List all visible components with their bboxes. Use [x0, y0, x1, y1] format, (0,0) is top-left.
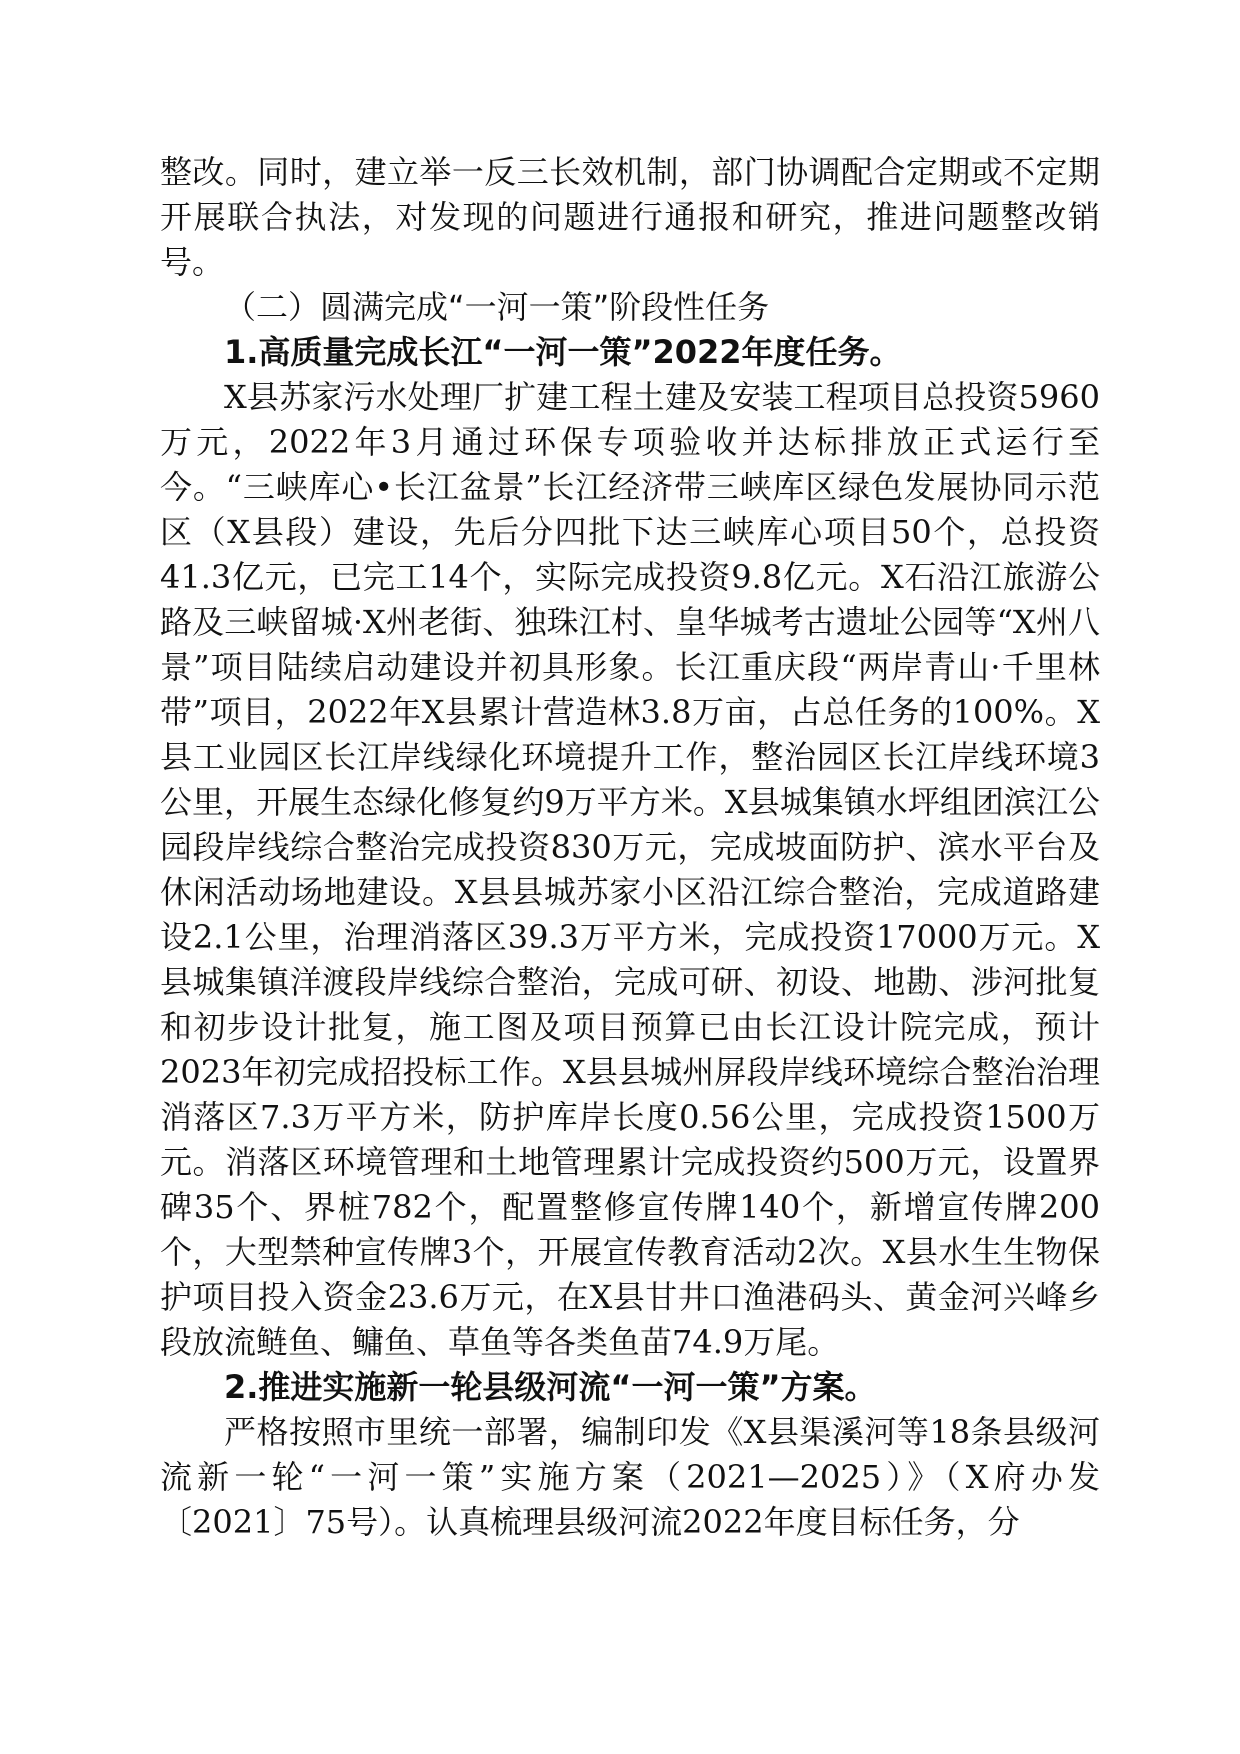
continuation-paragraph: 整改。同时，建立举一反三长效机制，部门协调配合定期或不定期开展联合执法，对发现的问题进行通报和研究，推进问题整改销号。	[160, 153, 1100, 281]
subsection-1-heading: 1.高质量完成长江“一河一策”2022年度任务。	[224, 333, 902, 371]
section-heading: （二）圆满完成“一河一策”阶段性任务	[224, 288, 770, 326]
subsection-2-body: 严格按照市里统一部署，编制印发《X县渠溪河等18条县级河流新一轮“一河一策”实施方案（2021—2025）》（X府办发〔2021〕75号）。认真梳理县级河流2022年度目标任务，分	[160, 1413, 1100, 1541]
subsection-1-body: X县苏家污水处理厂扩建工程土建及安装工程项目总投资5960万元，2022年3月通过环保专项验收并达标排放正式运行至今。“三峡库心•长江盆景”长江经济带三峡库区绿色发展协同示范区（X县段）建设，先后分四批下达三峡库心项目50个，总投资41.3亿元，已完工14个，实际完成投资9.8亿元。X石沿江旅游公路及三峡留城·X州老街、独珠江村、皇华城考古遗址公园等“X州八景”项目陆续启动建设并初具形象。长江重庆段“两岸青山·千里林带”项目，2022年X县累计营造林3.8万亩，占总任务的100%。X县工业园区长江岸线绿化环境提升工作，整治园区长江岸线环境3公里，开展生态绿化修复约9万平方米。X县城集镇水坪组团滨江公园段岸线综合整治完成投资830万元，完成坡面防护、滨水平台及休闲活动场地建设。X县县城苏家小区沿江综合整治，完成道路建设2.1公里，治理消落区39.3万平方米，完成投资17000万元。X县城集镇洋渡段岸线综合整治，完成可研、初设、地勘、涉河批复和初步设计批复，施工图及项目预算已由长江设计院完成，预计2023年初完成招投标工作。X县县城州屏段岸线环境综合整治治理消落区7.3万平方米，防护库岸长度0.56公里，完成投资1500万元。消落区环境管理和土地管理累计完成投资约500万元，设置界碑35个、界桩782个，配置整修宣传牌140个，新增宣传牌200个，大型禁种宣传牌3个，开展宣传教育活动2次。X县水生生物保护项目投入资金23.6万元，在X县甘井口渔港码头、黄金河兴峰乡段放流鲢鱼、鳙鱼、草鱼等各类鱼苗74.9万尾。	[160, 378, 1100, 1361]
document-page	[160, 150, 1100, 1545]
subsection-2-heading: 2.推进实施新一轮县级河流“一河一策”方案。	[224, 1368, 877, 1406]
